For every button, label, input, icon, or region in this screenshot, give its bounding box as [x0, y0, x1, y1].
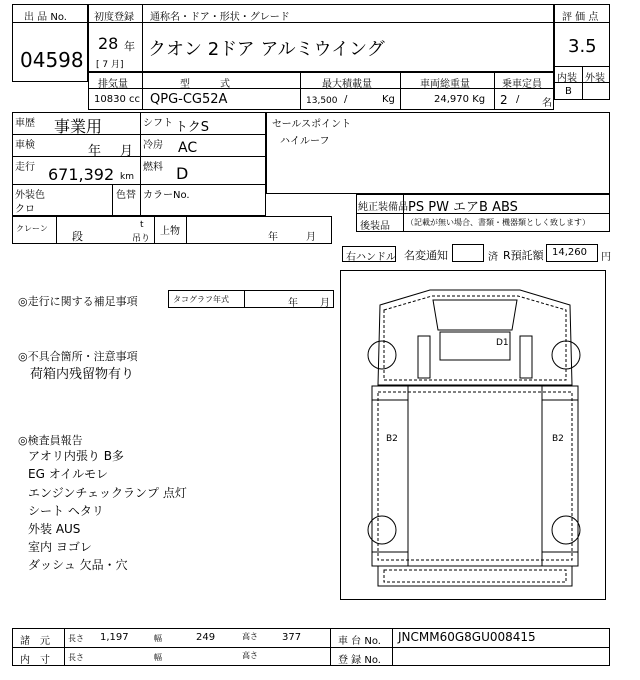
- lot-label: 出 品 No.: [24, 12, 67, 23]
- fuel-label: 燃料: [143, 162, 163, 173]
- name-change-box: [452, 244, 484, 262]
- equipment-label: 純正装備品: [358, 202, 408, 213]
- right-hand-label: 右ハンドル: [346, 252, 396, 263]
- first-reg-label: 初度登録: [94, 12, 134, 23]
- crane-hang-label: 吊り: [132, 234, 151, 244]
- inspection-month-unit: 月: [120, 144, 134, 159]
- inspection-year-unit: 年: [88, 144, 102, 159]
- shift-label: シフト: [143, 118, 173, 129]
- dims-label: 諸 元: [20, 636, 50, 647]
- interior-label: 内装: [557, 73, 577, 84]
- ac-value: AC: [178, 140, 198, 156]
- vehicle-name: クオン 2ドア アルミウイング: [148, 39, 385, 60]
- tacho-month-unit: 月: [320, 298, 330, 309]
- max-load-label: 最大積載量: [322, 79, 372, 90]
- displacement-value: 10830 cc: [94, 94, 140, 105]
- crane-label: クレーン: [16, 224, 48, 233]
- width-label: 幅: [154, 634, 162, 643]
- inspection-label: 車検: [15, 140, 35, 151]
- inspector-title: ◎検査員報告: [18, 434, 83, 447]
- equipment-value: PS PW エアB ABS: [408, 200, 518, 215]
- capacity-sep: /: [516, 94, 520, 105]
- driving-title: ◎走行に関する補足事項: [18, 295, 138, 308]
- inspector-item: エンジンチェックランプ 点灯: [28, 486, 187, 500]
- aftermarket-note: （記載が無い場合、書類・機器類としく致します）: [406, 218, 590, 227]
- inspector-item: 外装 AUS: [28, 522, 81, 536]
- length-value: 1,197: [100, 632, 129, 643]
- color-code-label: カラーNo.: [143, 190, 190, 201]
- crane-ton-unit: t: [140, 220, 144, 230]
- width-value: 249: [196, 632, 216, 643]
- damage-mark-d1: D1: [496, 338, 509, 348]
- max-load-unit: Kg: [382, 94, 395, 105]
- recycle-prefix: 済: [488, 252, 498, 263]
- crane-month-unit: 月: [306, 232, 316, 243]
- color-no-label: 色替: [116, 190, 136, 201]
- inner-width-label: 幅: [154, 653, 162, 662]
- score-label: 評 価 点: [562, 12, 599, 23]
- reg-no-label: 登 録 No.: [338, 655, 381, 666]
- ac-label: 冷房: [143, 140, 163, 151]
- lot-number: 04598: [20, 48, 84, 72]
- inspector-item: シート ヘタリ: [28, 504, 104, 518]
- mileage-unit: km: [120, 172, 134, 182]
- gross-weight-value: 24,970 Kg: [434, 94, 486, 105]
- reg-year: 28: [98, 34, 119, 53]
- ext-color-value: クロ: [15, 204, 35, 215]
- sales-point-label: セールスポイント: [272, 119, 352, 130]
- details-box: [12, 112, 266, 216]
- model-value: QPG-CG52A: [150, 92, 228, 107]
- reg-month: [ 7 月]: [96, 60, 124, 70]
- shift-value: トクS: [175, 120, 209, 135]
- gross-weight-label: 車両総重量: [420, 79, 470, 90]
- mileage-value: 671,392: [48, 165, 115, 184]
- inspector-item: アオリ内張り B多: [28, 449, 124, 463]
- history-value: 事業用: [54, 117, 103, 136]
- chassis-label: 車 台 No.: [338, 636, 381, 647]
- inner-length-label: 長さ: [68, 653, 84, 662]
- tachograph-label: タコグラフ年式: [173, 295, 229, 304]
- name-change-label: 名変通知: [404, 249, 448, 262]
- inspector-item: ダッシュ 欠品・穴: [28, 558, 128, 572]
- vehicle-label: 通称名・ドア・形状・グレード: [150, 12, 290, 23]
- crane-year-unit: 年: [268, 232, 278, 243]
- inner-height-label: 高さ: [242, 651, 258, 660]
- interior-grade: B: [565, 86, 572, 97]
- defects-title: ◎不具合箇所・注意事項: [18, 350, 138, 363]
- capacity-value: 2: [500, 93, 508, 107]
- model-label: 型 式: [180, 79, 230, 90]
- recycle-amount: 14,260: [552, 247, 587, 258]
- crane-stage-unit: 段: [72, 230, 83, 243]
- height-label: 高さ: [242, 632, 258, 641]
- aftermarket-label: 後装品: [360, 221, 390, 232]
- history-label: 車歴: [15, 118, 35, 129]
- max-load-sep: /: [344, 94, 348, 105]
- capacity-label: 乗車定員: [502, 79, 542, 90]
- defect-item: 荷箱内残留物有り: [30, 367, 135, 382]
- exterior-label: 外装: [585, 73, 605, 84]
- fuel-value: D: [176, 164, 189, 183]
- max-load-value: 13,500: [306, 96, 338, 106]
- reg-year-unit: 年: [124, 40, 135, 53]
- damage-mark-b2-left: B2: [386, 434, 398, 444]
- height-value: 377: [282, 632, 302, 643]
- score-value: 3.5: [568, 36, 597, 57]
- displacement-label: 排気量: [98, 79, 128, 90]
- crane-top-label: 上物: [160, 226, 180, 237]
- length-label: 長さ: [68, 634, 84, 643]
- damage-mark-b2-right: B2: [552, 434, 564, 444]
- chassis-value: JNCMM60G8GU008415: [398, 630, 536, 644]
- recycle-unit: 円: [601, 252, 611, 263]
- capacity-unit: 名: [542, 98, 552, 109]
- inner-dims-label: 内 寸: [20, 655, 50, 666]
- mileage-label: 走行: [15, 162, 35, 173]
- inspector-item: EG オイルモレ: [28, 467, 109, 481]
- inspector-item: 室内 ヨゴレ: [28, 540, 92, 554]
- diagram-frame: [340, 270, 606, 600]
- ext-color-label: 外装色: [15, 190, 45, 201]
- tacho-year-unit: 年: [288, 298, 298, 309]
- sales-point-value: ハイルーフ: [280, 136, 330, 147]
- recycle-label: R預託額: [503, 249, 544, 262]
